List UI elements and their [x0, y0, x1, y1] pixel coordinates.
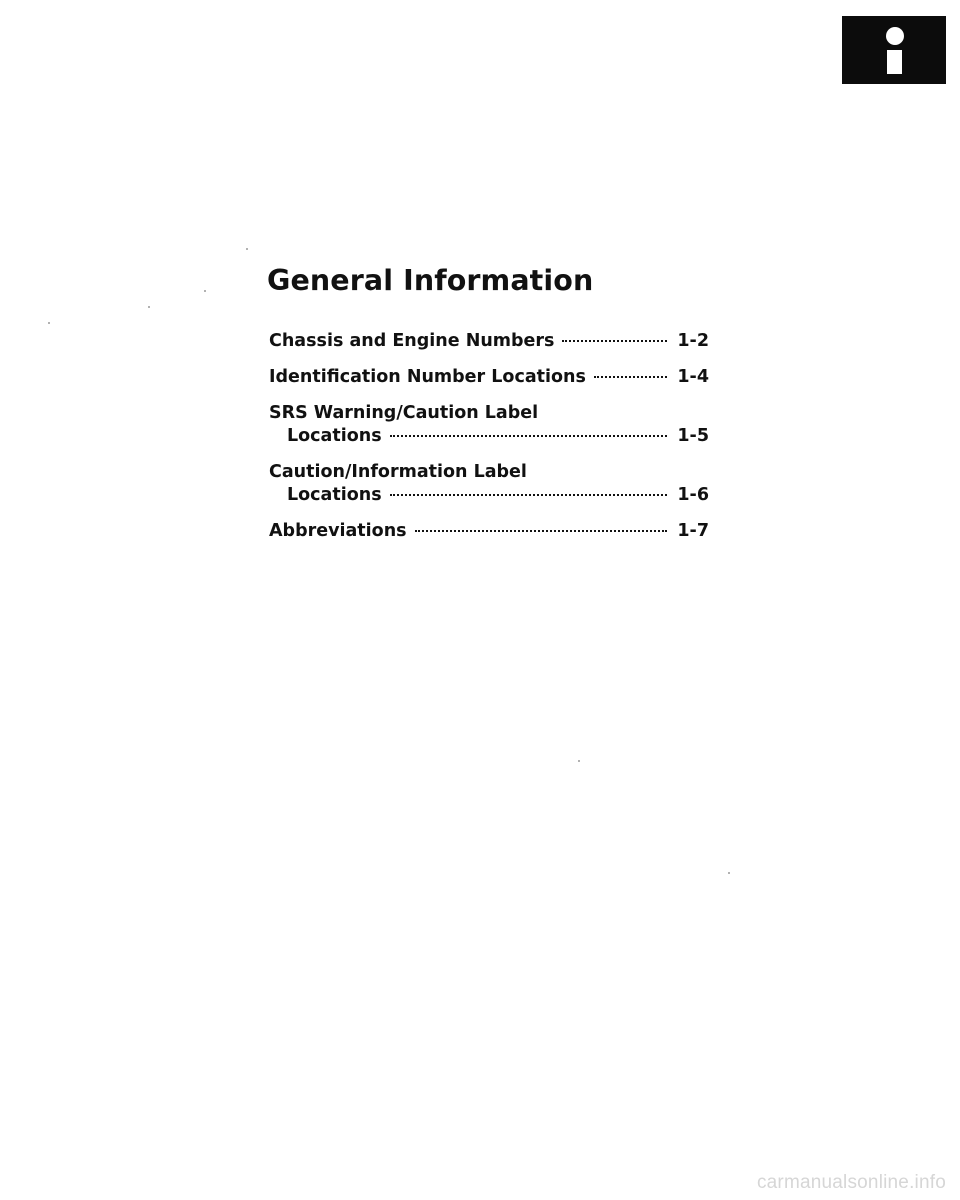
toc-page-number: 1-5: [677, 426, 709, 446]
toc-entry-label: Identification Number Locations: [269, 367, 586, 387]
toc-page-number: 1-6: [677, 485, 709, 505]
dot-leader: [390, 435, 668, 437]
toc-page-number: 1-4: [677, 367, 709, 387]
info-dot: [886, 27, 904, 45]
scan-speck: [48, 322, 50, 324]
toc-page-number: 1-7: [677, 521, 709, 541]
toc-entry-label-continued: Locations: [287, 485, 382, 505]
toc-entry-label: Caution/Information Label: [269, 462, 527, 482]
toc-entry-chassis-engine-numbers[interactable]: [269, 330, 709, 353]
scan-speck: [728, 872, 730, 874]
watermark: carmanualsonline.info: [756, 1172, 946, 1193]
toc-entry-identification-number-locations[interactable]: [269, 366, 709, 389]
toc-entry-label: SRS Warning/Caution Label: [269, 403, 539, 423]
dot-leader: [415, 530, 668, 532]
toc-entry-caution-information-label[interactable]: [269, 461, 709, 507]
dot-leader: [562, 340, 667, 342]
toc-entry-abbreviations[interactable]: [269, 520, 709, 543]
toc-entry-label: Abbreviations: [269, 521, 407, 541]
table-of-contents: [269, 330, 709, 556]
section-tab-info-icon: [842, 16, 946, 84]
scan-speck: [246, 248, 248, 250]
scan-speck: [204, 290, 206, 292]
scan-speck: [148, 306, 150, 308]
toc-entry-srs-warning-caution-label[interactable]: [269, 402, 709, 448]
scan-speck: [578, 760, 580, 762]
dot-leader: [390, 494, 668, 496]
section-title: General Information: [267, 264, 594, 297]
info-bar: [887, 50, 902, 74]
dot-leader: [594, 376, 667, 378]
toc-entry-label-continued: Locations: [287, 426, 382, 446]
toc-entry-label: Chassis and Engine Numbers: [269, 331, 555, 351]
toc-page-number: 1-2: [677, 331, 709, 351]
